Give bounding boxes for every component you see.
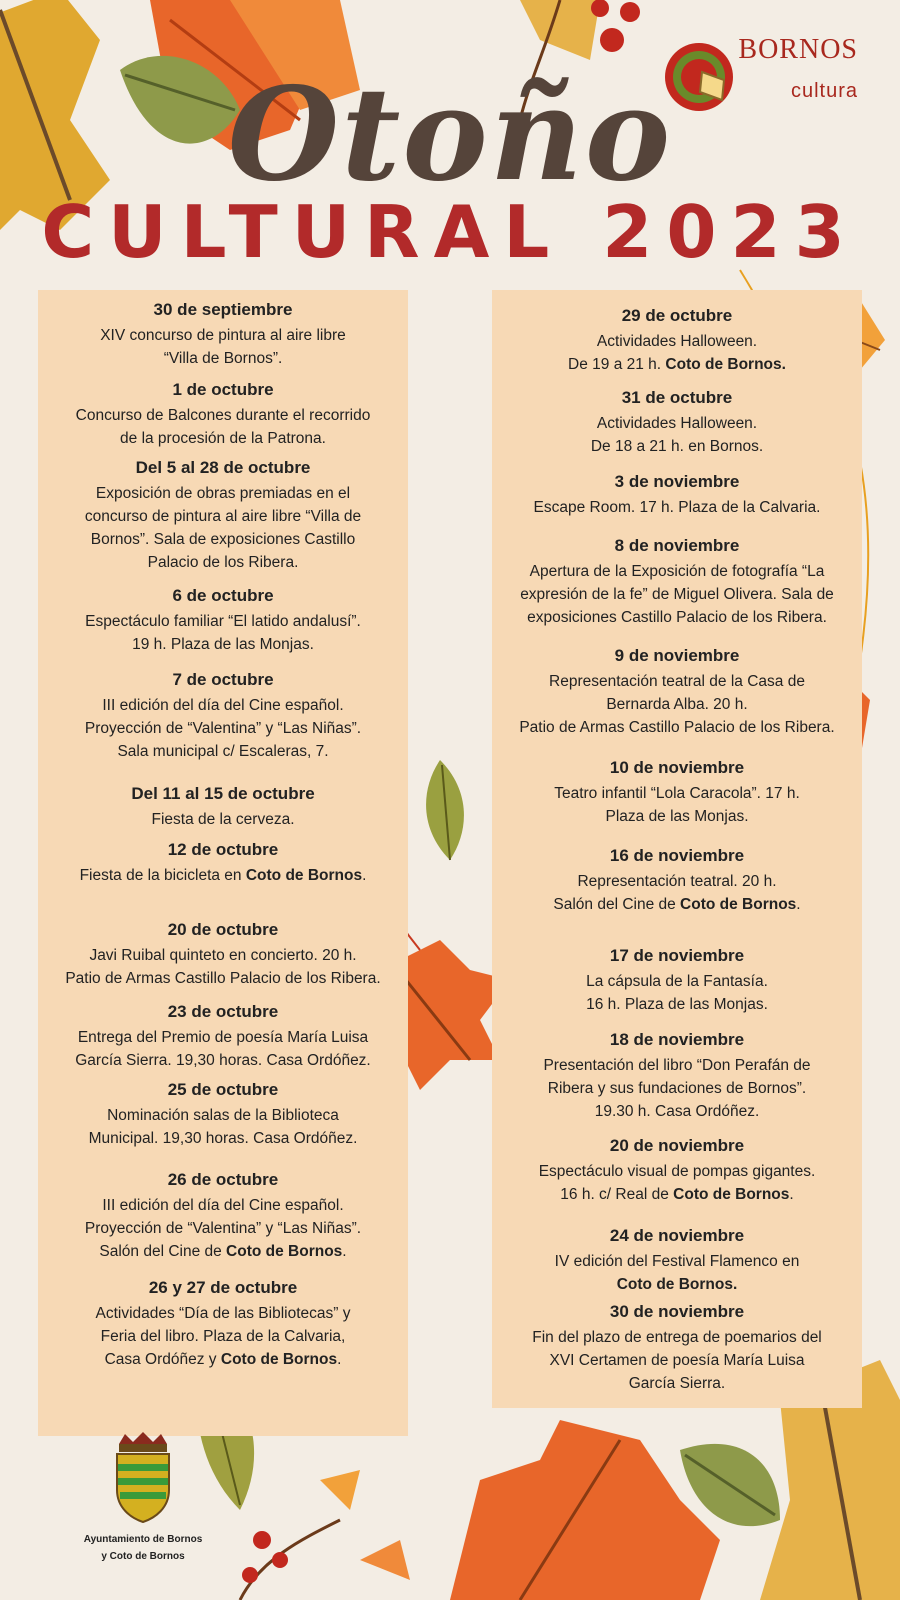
event-text: . (362, 867, 367, 884)
event-description-line (492, 993, 862, 1016)
event-text: Javi Ruibal quinteto en concierto. 20 h. (89, 947, 357, 964)
event-description-line (38, 610, 408, 633)
event-text: 16 h. c/ Real de (560, 1186, 674, 1203)
event-item (38, 1080, 408, 1150)
event-description-line (38, 694, 408, 717)
event-text: Espectáculo visual de pompas gigantes. (538, 1163, 816, 1180)
event-item (38, 1170, 408, 1263)
event-text: García Sierra. (628, 1375, 726, 1392)
event-venue-bold: Coto de Bornos. (616, 1276, 738, 1293)
event-item (492, 1226, 862, 1296)
event-description-line (492, 435, 862, 458)
event-description-line (492, 1372, 862, 1395)
event-text: Exposición de obras premiadas en el (95, 485, 351, 502)
event-text: expresión de la fe” de Miguel Olivera. Sala de (520, 586, 834, 603)
event-text: III edición del día del Cine español. (102, 697, 344, 714)
event-item (492, 1030, 862, 1123)
event-description-line (492, 970, 862, 993)
event-description-line (492, 716, 862, 739)
event-description-line (38, 1104, 408, 1127)
event-description-line (492, 805, 862, 828)
event-description-line (38, 427, 408, 450)
event-description-line (38, 1049, 408, 1072)
event-venue-bold: Coto de Bornos (226, 1243, 343, 1260)
event-text: Ribera y sus fundaciones de Bornos”. (547, 1080, 807, 1097)
event-date: 17 de noviembre (609, 946, 745, 965)
event-text: Presentación del libro “Don Perafán de (543, 1057, 811, 1074)
event-text: . (796, 896, 801, 913)
event-text: Bernarda Alba. 20 h. (606, 696, 748, 713)
event-text: 16 h. Plaza de las Monjas. (586, 996, 768, 1013)
event-date: 25 de octubre (167, 1080, 279, 1099)
event-item (38, 586, 408, 656)
event-date: Del 5 al 28 de octubre (135, 458, 311, 477)
event-description-line (492, 1183, 862, 1206)
event-item (492, 388, 862, 458)
event-date: 30 de noviembre (609, 1302, 745, 1321)
event-date: 12 de octubre (167, 840, 279, 859)
event-description-line (492, 1077, 862, 1100)
event-text: Casa Ordóñez y (104, 1351, 221, 1368)
event-text: Salón del Cine de (99, 1243, 227, 1260)
event-description-line (492, 606, 862, 629)
event-text: Feria del libro. Plaza de la Calvaria, (100, 1328, 346, 1345)
event-description-line (38, 967, 408, 990)
event-description-line (492, 412, 862, 435)
event-text: Representación teatral. 20 h. (577, 873, 777, 890)
event-text: Actividades Halloween. (596, 333, 758, 350)
footer-line-2: y Coto de Bornos (101, 1551, 185, 1562)
event-description-line (492, 693, 862, 716)
event-description-line (38, 1127, 408, 1150)
event-date: 8 de noviembre (614, 536, 740, 555)
event-description-line (38, 864, 408, 887)
event-date: 7 de octubre (172, 670, 274, 689)
event-date: 9 de noviembre (614, 646, 740, 665)
event-text: 19 h. Plaza de las Monjas. (132, 636, 314, 653)
event-item (492, 946, 862, 1016)
event-text: Fiesta de la bicicleta en (79, 867, 246, 884)
event-description-line (492, 670, 862, 693)
event-text: Sala municipal c/ Escaleras, 7. (117, 743, 329, 760)
event-text: Espectáculo familiar “El latido andalusí”. (85, 613, 361, 630)
event-text: IV edición del Festival Flamenco en (554, 1253, 800, 1270)
event-text: Representación teatral de la Casa de (549, 673, 805, 690)
event-item (492, 646, 862, 739)
event-text: Teatro infantil “Lola Caracola”. 17 h. (554, 785, 800, 802)
event-venue-bold: Coto de Bornos (680, 896, 797, 913)
event-date: 26 de octubre (167, 1170, 279, 1189)
event-item (38, 920, 408, 990)
event-item (492, 758, 862, 828)
event-description-line (38, 551, 408, 574)
event-description-line (38, 1217, 408, 1240)
event-date: Del 11 al 15 de octubre (131, 784, 315, 803)
event-item (492, 1302, 862, 1395)
event-date: 31 de octubre (621, 388, 733, 407)
event-venue-bold: Coto de Bornos. (665, 356, 786, 373)
event-description-line (38, 528, 408, 551)
event-description-line (492, 330, 862, 353)
event-text: 19.30 h. Casa Ordóñez. (594, 1103, 760, 1120)
event-text: Proyección de “Valentina” y “Las Niñas”. (84, 720, 362, 737)
event-item (38, 1278, 408, 1371)
event-date: 6 de octubre (172, 586, 274, 605)
event-text: Plaza de las Monjas. (605, 808, 749, 825)
event-text: . (789, 1186, 794, 1203)
event-description-line (492, 870, 862, 893)
event-description-line (38, 633, 408, 656)
event-text: Municipal. 19,30 horas. Casa Ordóñez. (88, 1130, 358, 1147)
event-description-line (492, 1100, 862, 1123)
event-description-line (38, 1348, 408, 1371)
footer (68, 1432, 218, 1563)
event-text: Concurso de Balcones durante el recorrido (75, 407, 371, 424)
event-description-line (492, 353, 862, 376)
event-text: III edición del día del Cine español. (102, 1197, 344, 1214)
right-events-panel (492, 290, 862, 1408)
event-description-line (492, 496, 862, 519)
event-description-line (38, 324, 408, 347)
event-date: 3 de noviembre (614, 472, 740, 491)
coat-of-arms-icon (111, 1432, 175, 1524)
event-text: Actividades “Día de las Bibliotecas” y (95, 1305, 351, 1322)
event-date: 16 de noviembre (609, 846, 745, 865)
event-text: Salón del Cine de (553, 896, 681, 913)
event-text: Nominación salas de la Biblioteca (107, 1107, 339, 1124)
event-item (38, 300, 408, 370)
event-description-line (38, 1325, 408, 1348)
event-description-line (38, 1194, 408, 1217)
event-description-line (492, 1273, 862, 1296)
event-date: 18 de noviembre (609, 1030, 745, 1049)
event-description-line (492, 1250, 862, 1273)
event-description-line (492, 560, 862, 583)
event-text: de la procesión de la Patrona. (120, 430, 326, 447)
event-description-line (38, 808, 408, 831)
event-text: La cápsula de la Fantasía. (586, 973, 768, 990)
event-text: . (342, 1243, 347, 1260)
event-date: 10 de noviembre (609, 758, 745, 777)
event-date: 26 y 27 de octubre (148, 1278, 298, 1297)
event-description-line (38, 404, 408, 427)
event-text: García Sierra. 19,30 horas. Casa Ordóñez. (75, 1052, 371, 1069)
event-description-line (492, 893, 862, 916)
brand-name: BORNOS (738, 34, 858, 65)
event-date: 23 de octubre (167, 1002, 279, 1021)
event-text: Patio de Armas Castillo Palacio de los Ribera. (65, 970, 381, 987)
event-venue-bold: Coto de Bornos (220, 1351, 338, 1368)
event-item (38, 1002, 408, 1072)
event-item (492, 846, 862, 916)
event-description-line (38, 740, 408, 763)
event-text: XVI Certamen de poesía María Luisa (549, 1352, 805, 1369)
event-text: exposiciones Castillo Palacio de los Ribera. (527, 609, 827, 626)
poster-title: Otoño (227, 60, 673, 210)
event-text: Entrega del Premio de poesía María Luisa (77, 1029, 369, 1046)
event-date: 20 de octubre (167, 920, 279, 939)
event-description-line (38, 717, 408, 740)
event-venue-bold: Coto de Bornos (245, 867, 363, 884)
event-text: Apertura de la Exposición de fotografía “La (529, 563, 825, 580)
event-description-line (492, 1160, 862, 1183)
event-description-line (492, 782, 862, 805)
event-item (492, 536, 862, 629)
event-date: 24 de noviembre (609, 1226, 745, 1245)
event-description-line (38, 1302, 408, 1325)
event-text: “Villa de Bornos”. (163, 350, 283, 367)
event-date: 1 de octubre (172, 380, 274, 399)
event-text: De 18 a 21 h. en Bornos. (590, 438, 764, 455)
event-text: concurso de pintura al aire libre “Villa de (84, 508, 362, 525)
event-text: Fiesta de la cerveza. (151, 811, 295, 828)
event-description-line (492, 1349, 862, 1372)
event-description-line (38, 347, 408, 370)
event-item (38, 380, 408, 450)
event-venue-bold: Coto de Bornos (673, 1186, 790, 1203)
event-description-line (38, 944, 408, 967)
left-events-panel (38, 290, 408, 1436)
event-item (38, 670, 408, 763)
event-item (492, 306, 862, 376)
event-description-line (492, 583, 862, 606)
event-text: De 19 a 21 h. (568, 356, 666, 373)
event-text: Palacio de los Ribera. (147, 554, 299, 571)
brand-subtitle: cultura (790, 80, 858, 102)
event-description-line (38, 1026, 408, 1049)
footer-line-1: Ayuntamiento de Bornos (83, 1534, 203, 1545)
event-text: Bornos”. Sala de exposiciones Castillo (90, 531, 356, 548)
event-text: Fin del plazo de entrega de poemarios del (532, 1329, 822, 1346)
event-description-line (38, 505, 408, 528)
event-date: 30 de septiembre (153, 300, 293, 319)
event-date: 29 de octubre (621, 306, 733, 325)
event-item (38, 784, 408, 831)
event-text: XIV concurso de pintura al aire libre (100, 327, 346, 344)
event-text: Proyección de “Valentina” y “Las Niñas”. (84, 1220, 362, 1237)
event-description-line (492, 1326, 862, 1349)
event-description-line (38, 482, 408, 505)
event-text: . (337, 1351, 342, 1368)
event-date: 20 de noviembre (609, 1136, 745, 1155)
event-item (38, 840, 408, 887)
poster-subtitle: CULTURAL 2023 (41, 190, 859, 274)
event-text: Patio de Armas Castillo Palacio de los Ribera. (519, 719, 835, 736)
event-text: Escape Room. 17 h. Plaza de la Calvaria. (533, 499, 821, 516)
event-text: Actividades Halloween. (596, 415, 758, 432)
event-description-line (38, 1240, 408, 1263)
event-item (492, 1136, 862, 1206)
event-item (492, 472, 862, 519)
event-item (38, 458, 408, 574)
event-description-line (492, 1054, 862, 1077)
